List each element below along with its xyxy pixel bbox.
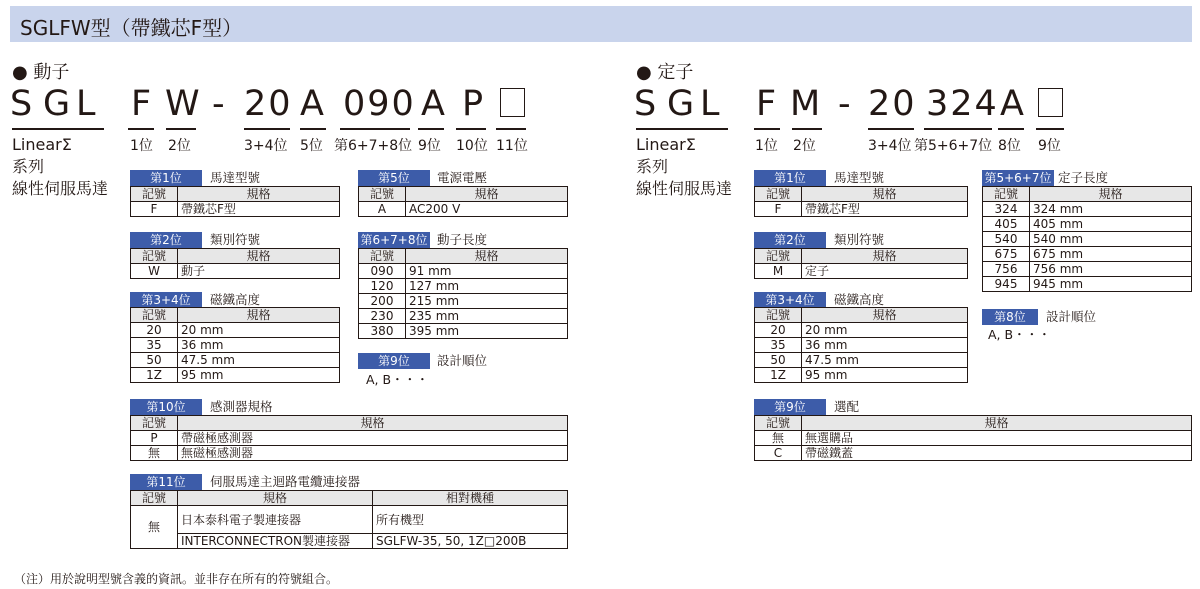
table-title: 設計順位 [1046,309,1097,324]
col-header: 記號 [131,491,178,506]
cell: 540 [983,232,1030,247]
table-row [131,353,340,368]
table-title: 設計順位 [437,353,488,368]
table-label: 第10位 [130,399,202,415]
pos-3-4: 3+4位 [244,138,288,154]
pos-5-6-7: 第5+6+7位 [914,138,993,154]
table-row [755,323,968,338]
stator-heading: ● 定子 [636,62,694,83]
stator-code-option-box [1038,84,1063,124]
table-row [359,294,568,309]
table-label: 第6+7+8位 [358,232,430,248]
table-label: 第1位 [754,170,826,186]
mover-code-design: A [421,84,447,124]
cell: 35 [755,338,802,353]
stator-code-length: 324 [926,84,999,124]
mover-code-voltage: A [300,84,326,124]
underline [792,128,822,130]
table-row [983,217,1192,232]
underline [868,128,914,130]
table-label: 第5位 [358,170,430,186]
cell: 日本泰科電子製連接器 [178,506,373,534]
cell: C [755,446,802,461]
table-label: 第3+4位 [130,292,202,308]
col-header: 規格 [802,249,968,264]
underline [300,128,326,130]
table-row [131,446,568,461]
mover-code-length: 090 [343,84,416,124]
table-row [359,324,568,339]
cell: 395 mm [406,324,568,339]
cell: 所有機型 [373,506,568,534]
underline [166,128,196,130]
table-label: 第2位 [130,232,202,248]
mover-code-g: G [43,84,73,124]
cell: 405 [983,217,1030,232]
table-row [359,309,568,324]
col-header: 規格 [406,249,568,264]
cell: 324 mm [1030,202,1192,217]
cell: 動子 [178,264,340,279]
underline [924,128,992,130]
table-label: 第8位 [982,309,1038,325]
magnet-height-table [754,307,968,383]
pos-2: 2位 [168,138,191,154]
title-bar [10,6,1192,42]
cell: 1Z [755,368,802,383]
mover-code-dash: - [212,84,227,124]
cell: 帶鐵芯F型 [178,202,340,217]
mover-length-table [358,248,568,339]
stator-length-table [982,186,1192,292]
cell: 帶鐵芯F型 [802,202,968,217]
stator-code-f: F [756,84,779,124]
table-row [983,277,1192,292]
brand-name: LinearΣ [636,135,696,154]
cell: P [131,431,178,446]
magnet-height-table [130,307,340,383]
cell: 675 mm [1030,247,1192,262]
col-header: 記號 [983,187,1030,202]
table-row [983,232,1192,247]
cell: 405 mm [1030,217,1192,232]
cell: 945 mm [1030,277,1192,292]
underline [998,128,1024,130]
table-row [755,264,968,279]
mover-code-l: L [76,84,98,124]
mover-code-f: F [131,84,154,124]
col-header: 記號 [131,308,178,323]
mover-code-sensor: P [462,84,486,124]
col-header: 規格 [802,187,968,202]
option-table [754,415,1192,461]
table-row [131,431,568,446]
mover-code-option-box [500,84,525,124]
table-title: 磁鐵高度 [210,292,261,307]
brand-desc: 線性伺服馬達 [12,179,109,198]
cell: W [131,264,178,279]
table-title: 類別符號 [834,232,885,247]
cell: 540 mm [1030,232,1192,247]
underline [496,128,526,130]
stator-code-l: L [700,84,722,124]
col-header: 記號 [359,249,406,264]
design-order-text: A, B・・・ [366,372,429,387]
cell: 35 [131,338,178,353]
pos-11: 11位 [496,138,528,154]
table-title: 定子長度 [1058,170,1109,185]
cell: 20 mm [178,323,340,338]
cell: 無 [131,446,178,461]
design-order-text: A, B・・・ [988,327,1051,342]
col-header: 記號 [359,187,406,202]
footnote: （注）用於說明型號含義的資訊。並非存在所有的符號組合。 [14,572,339,586]
cell: 120 [359,279,406,294]
cell: 無選購品 [802,431,1192,446]
table-row [131,368,340,383]
table-row [131,323,340,338]
cell: 230 [359,309,406,324]
underline [418,128,444,130]
table-row [131,202,340,217]
table-label: 第5+6+7位 [982,170,1054,186]
cell: 090 [359,264,406,279]
col-header: 記號 [131,187,178,202]
page-title: SGLFW型（帶鐵芯F型） [20,16,243,40]
cell: 47.5 mm [178,353,340,368]
pos-10: 10位 [456,138,488,154]
table-row [359,279,568,294]
col-header: 記號 [755,416,802,431]
brand-block [636,134,732,200]
cell: 無 [131,506,178,549]
table-row [131,534,568,549]
table-row [983,262,1192,277]
stator-code-dash: - [838,84,853,124]
table-row [755,368,968,383]
table-row [983,202,1192,217]
brand-desc: 線性伺服馬達 [636,179,733,198]
pos-3-4: 3+4位 [868,138,912,154]
mover-code-w: W [165,84,202,124]
pos-8: 8位 [998,138,1021,154]
col-header: 規格 [802,308,968,323]
cell: 帶磁鐵蓋 [802,446,1192,461]
stator-code-m: M [790,84,823,124]
cell: 20 [755,323,802,338]
pos-1: 1位 [755,138,778,154]
motor-type-table [130,186,340,217]
table-label: 第1位 [130,170,202,186]
cell: 91 mm [406,264,568,279]
cell: F [131,202,178,217]
table-row [131,338,340,353]
stator-code-s: S [634,84,659,124]
col-header: 規格 [178,308,340,323]
cell: A [359,202,406,217]
col-header: 記號 [131,249,178,264]
mover-code-s: S [10,84,35,124]
col-header: 規格 [178,416,568,431]
table-row [755,446,1192,461]
table-row [755,202,968,217]
cell: F [755,202,802,217]
col-header: 相對機種 [373,491,568,506]
cell: AC200 V [406,202,568,217]
table-label: 第11位 [130,474,202,490]
table-title: 馬達型號 [210,170,261,185]
cell: 945 [983,277,1030,292]
stator-code-magnet: 20 [868,84,917,124]
col-header: 規格 [178,491,373,506]
cell: 36 mm [178,338,340,353]
col-header: 規格 [178,187,340,202]
stator-code-g: G [667,84,697,124]
underline [244,128,290,130]
pos-2: 2位 [793,138,816,154]
brand-name: LinearΣ [12,135,72,154]
col-header: 規格 [802,416,1192,431]
motor-type-table [754,186,968,217]
class-symbol-table [754,248,968,279]
cell: 50 [131,353,178,368]
table-title: 伺服馬達主迴路電纜連接器 [210,474,361,489]
underline [128,128,154,130]
cell: M [755,264,802,279]
underline [12,128,104,130]
mover-heading: ● 動子 [12,62,70,83]
class-symbol-table [130,248,340,279]
cell: 756 mm [1030,262,1192,277]
cell: 200 [359,294,406,309]
table-title: 馬達型號 [834,170,885,185]
table-title: 選配 [834,399,860,414]
cell: 95 mm [802,368,968,383]
cell: 20 [131,323,178,338]
cell: 1Z [131,368,178,383]
underline [340,128,410,130]
cell: INTERCONNECTRON製連接器 [178,534,373,549]
pos-9: 9位 [418,138,441,154]
table-row [983,247,1192,262]
table-label: 第9位 [358,353,430,369]
table-row [359,264,568,279]
pos-9: 9位 [1038,138,1061,154]
cell: 95 mm [178,368,340,383]
cell: 20 mm [802,323,968,338]
cell: 無 [755,431,802,446]
table-label: 第3+4位 [754,292,826,308]
brand-series: 系列 [12,157,45,176]
pos-6-7-8: 第6+7+8位 [334,138,413,154]
brand-series: 系列 [636,157,669,176]
mover-code-magnet: 20 [244,84,293,124]
cell: 215 mm [406,294,568,309]
table-title: 磁鐵高度 [834,292,885,307]
col-header: 記號 [755,308,802,323]
table-row [755,353,968,368]
cell: 235 mm [406,309,568,324]
table-row [131,264,340,279]
col-header: 記號 [131,416,178,431]
col-header: 規格 [1030,187,1192,202]
col-header: 記號 [755,187,802,202]
cell: 定子 [802,264,968,279]
cell: 47.5 mm [802,353,968,368]
underline [636,128,728,130]
table-row [755,338,968,353]
cell: 50 [755,353,802,368]
cell: 324 [983,202,1030,217]
col-header: 規格 [178,249,340,264]
table-label: 第2位 [754,232,826,248]
table-title: 類別符號 [210,232,261,247]
table-title: 電源電壓 [437,170,488,185]
connector-table [130,490,568,549]
col-header: 規格 [406,187,568,202]
table-row [131,506,568,534]
cell: 36 mm [802,338,968,353]
pos-1: 1位 [130,138,153,154]
table-row [755,431,1192,446]
underline [1036,128,1064,130]
sensor-table [130,415,568,461]
cell: 127 mm [406,279,568,294]
table-label: 第9位 [754,399,826,415]
cell: 675 [983,247,1030,262]
table-title: 動子長度 [437,232,488,247]
cell: 帶磁極感測器 [178,431,568,446]
brand-block [12,134,108,200]
pos-5: 5位 [300,138,323,154]
col-header: 記號 [755,249,802,264]
voltage-table [358,186,568,217]
stator-code-design: A [1000,84,1026,124]
table-row [359,202,568,217]
underline [456,128,486,130]
underline [754,128,780,130]
cell: 756 [983,262,1030,277]
cell: 無磁極感測器 [178,446,568,461]
cell: SGLFW-35, 50, 1Z□200B [373,534,568,549]
table-title: 感測器規格 [210,399,273,414]
cell: 380 [359,324,406,339]
